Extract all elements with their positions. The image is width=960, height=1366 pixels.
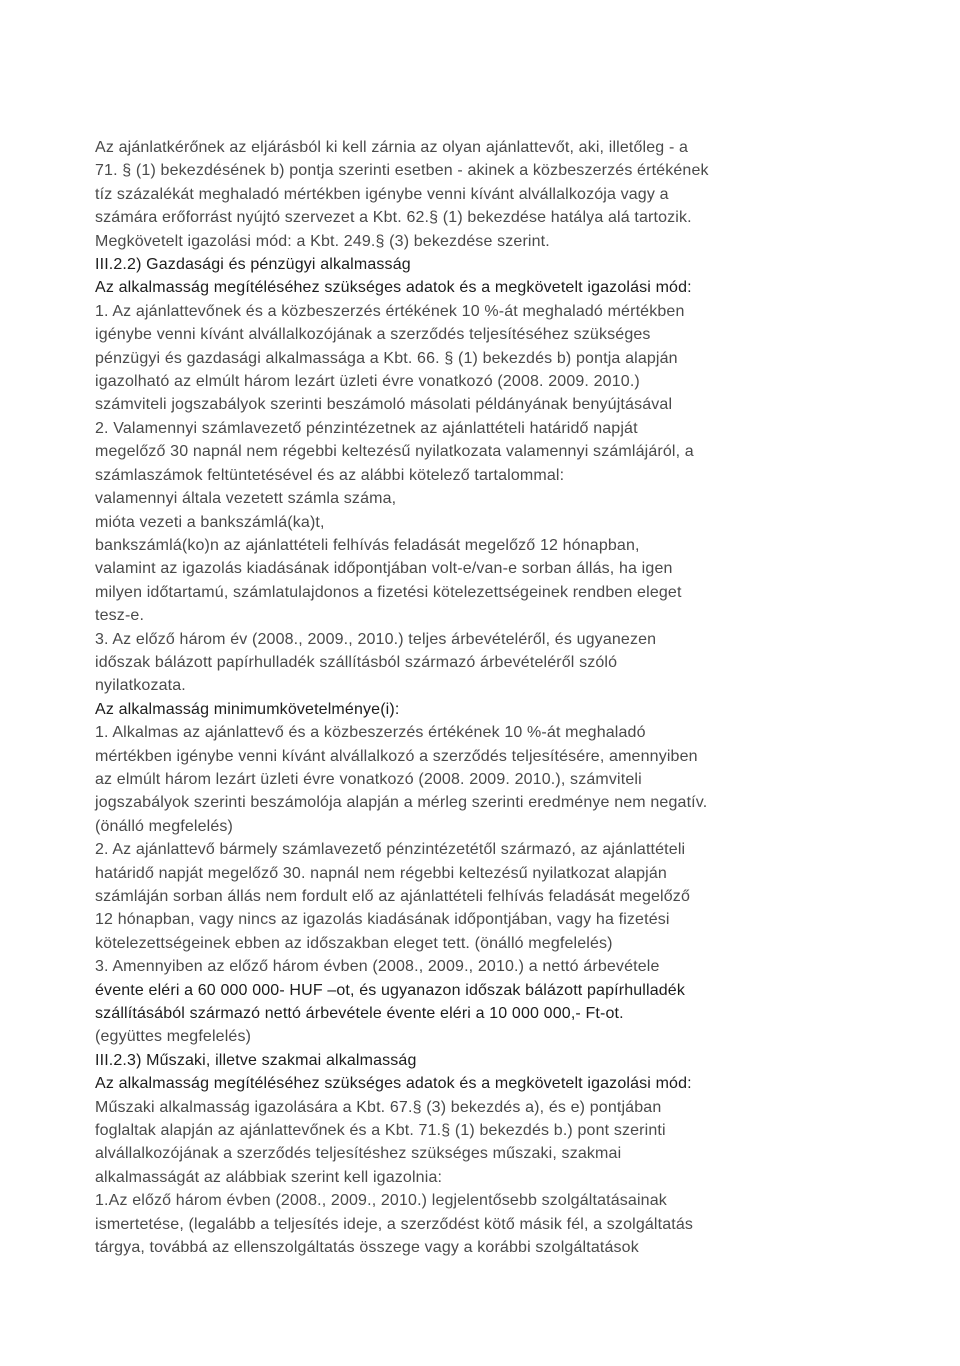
document-text-line: foglaltak alapján az ajánlattevőnek és a Kbt. 71.§ (1) bekezdés b.) pont szerinti: [95, 1122, 666, 1140]
document-text-line: jogszabályok szerinti beszámolója alapján a mérleg szerinti eredménye nem negatív.: [95, 794, 708, 812]
document-text-line: számviteli jogszabályok szerinti beszámoló másolati példányának benyújtásával: [95, 396, 673, 414]
document-text-line: 3. Amennyiben az előző három évben (2008., 2009., 2010.) a nettó árbevétele: [95, 958, 660, 976]
document-text-line: 12 hónapban, vagy nincs az igazolás kiadásának időpontjában, vagy ha fizetési: [95, 911, 670, 929]
document-text-line: alkalmasságát az alábbiak szerint kell igazolnia:: [95, 1168, 443, 1186]
document-text-line: Az alkalmasság megítéléséhez szükséges adatok és a megkövetelt igazolási mód:: [95, 1075, 692, 1093]
document-text-line: évente eléri a 60 000 000- HUF –ot, és ugyanazon időszak bálázott papírhulladék: [95, 981, 685, 999]
document-text-line: igazolható az elmúlt három lezárt üzleti évre vonatkozó (2008. 2009. 2010.): [95, 373, 640, 391]
document-text-line: 1. Alkalmas az ajánlattevő és a közbeszerzés értékének 10 %-át meghaladó: [95, 724, 646, 742]
document-text-line: Az alkalmasság megítéléséhez szükséges adatok és a megkövetelt igazolási mód:: [95, 279, 692, 297]
document-text-line: számlaszámok feltüntetésével és az alábbi kötelező tartalommal:: [95, 466, 565, 484]
document-text-line: III.2.3) Műszaki, illetve szakmai alkalmasság: [95, 1051, 417, 1069]
document-text-line: III.2.2) Gazdasági és pénzügyi alkalmasság: [95, 256, 411, 274]
document-text-line: 1. Az ajánlattevőnek és a közbeszerzés értékének 10 %-át meghaladó mértékben: [95, 302, 685, 320]
document-text-line: pénzügyi és gazdasági alkalmassága a Kbt. 66. § (1) bekezdés b) pontja alapján: [95, 349, 678, 367]
document-text-line: mértékben igénybe venni kívánt alvállalkozó a szerződés teljesítésére, amennyiben: [95, 747, 698, 765]
document-text-line: 2. Az ajánlattevő bármely számlavezető pénzintézetétől származó, az ajánlattételi: [95, 841, 686, 859]
document-text-line: Műszaki alkalmasság igazolására a Kbt. 67.§ (3) bekezdés a), és e) pontjában: [95, 1098, 662, 1116]
document-text-line: tárgya, továbbá az ellenszolgáltatás összege vagy a korábbi szolgáltatások: [95, 1239, 639, 1257]
document-text-line: nyilatkozata.: [95, 677, 186, 695]
document-text-line: (önálló megfelelés): [95, 817, 234, 835]
document-text-line: mióta vezeti a bankszámlá(ka)t,: [95, 513, 325, 531]
document-text-line: valamint az igazolás kiadásának időpontjában volt-e/van-e sorban állás, ha igen: [95, 560, 673, 578]
document-text-line: alvállalkozójának a szerződés teljesítéshez szükséges műszaki, szakmai: [95, 1145, 622, 1163]
document-text-line: ismertetése, (legalább a teljesítés ideje, a szerződést kötő másik fél, a szolgáltatás: [95, 1215, 694, 1233]
document-body: [95, 136, 915, 1260]
document-text-line: határidő napját megelőző 30. napnál nem régebbi keltezésű nyilatkozat alapján: [95, 864, 667, 882]
document-text-line: szállításából származó nettó árbevétele évente eléri a 10 000 000,- Ft-ot.: [95, 1005, 624, 1023]
document-text-line: számláján sorban állás nem fordult elő az ajánlattételi felhívás feladását megelőző: [95, 888, 691, 905]
document-text-line: bankszámlá(ko)n az ajánlattételi felhívás feladását megelőző 12 hónapban,: [95, 536, 640, 554]
document-text-line: 71. § (1) bekezdésének b) pontja szerinti esetben - akinek a közbeszerzés értékének: [95, 162, 709, 180]
document-text-line: az elmúlt három lezárt üzleti évre vonatkozó (2008. 2009. 2010.), számviteli: [95, 770, 642, 788]
document-text-line: Az ajánlatkérőnek az eljárásból ki kell zárnia az olyan ajánlattevőt, aki, illetőleg - a: [95, 139, 689, 156]
document-text-line: tesz-e.: [95, 607, 145, 625]
document-text-line: 2. Valamennyi számlavezető pénzintézetnek az ajánlattételi határidő napját: [95, 419, 638, 437]
document-text-line: Az alkalmasság minimumkövetelménye(i):: [95, 700, 400, 718]
document-text-line: 3. Az előző három év (2008., 2009., 2010.) teljes árbevételéről, és ugyanezen: [95, 630, 657, 648]
document-text-line: igénybe venni kívánt alvállalkozójának a szerződés teljesítéséhez szükséges: [95, 326, 651, 344]
document-text-line: tíz százalékát meghaladó mértékben igénybe venni kívánt alvállalkozója vagy a: [95, 185, 669, 203]
document-text-line: valamennyi általa vezetett számla száma,: [95, 490, 397, 508]
document-text-line: Megkövetelt igazolási mód: a Kbt. 249.§ (3) bekezdése szerint.: [95, 232, 550, 250]
document-text-line: időszak bálázott papírhulladék szállításból származó árbevételéről szóló: [95, 653, 618, 671]
document-text-line: számára erőforrást nyújtó szervezet a Kbt. 62.§ (1) bekezdése hatálya alá tartozik.: [95, 209, 692, 227]
document-text-line: megelőző 30 napnál nem régebbi keltezésű nyilatkozata valamennyi számlájáról, a: [95, 443, 694, 461]
document-text-line: (együttes megfelelés): [95, 1028, 252, 1046]
document-text-line: 1.Az előző három évben (2008., 2009., 2010.) legjelentősebb szolgáltatásainak: [95, 1192, 667, 1210]
document-text-line: kötelezettségeinek ebben az időszakban eleget tett. (önálló megfelelés): [95, 934, 613, 952]
document-text-line: milyen időtartamú, számlatulajdonos a fizetési kötelezettségeinek rendben eleget: [95, 583, 682, 601]
